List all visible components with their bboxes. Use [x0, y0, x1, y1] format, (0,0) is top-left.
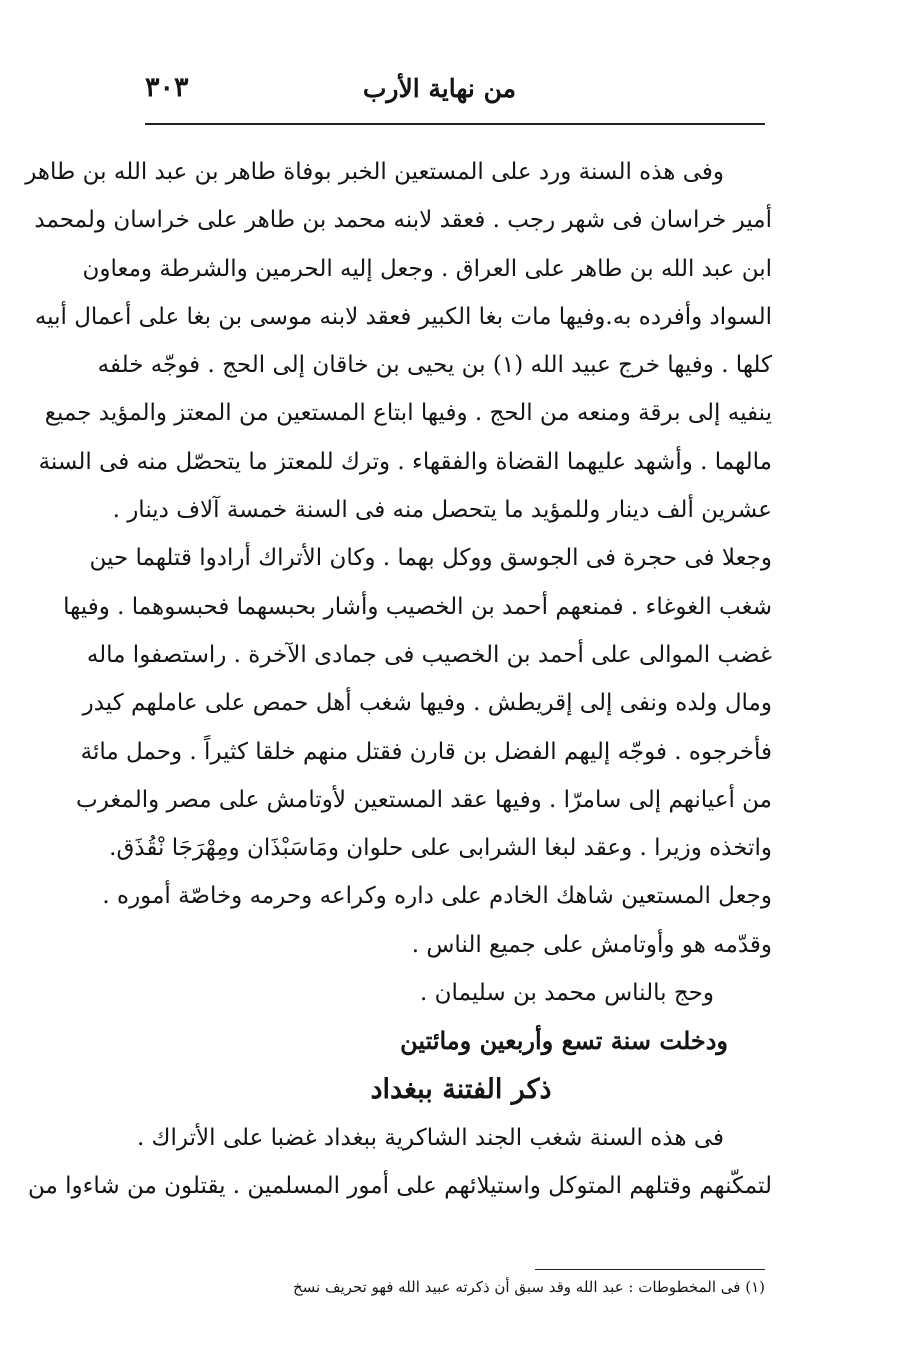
- text-line: فأخرجوه . فوجّه إليهم الفضل بن قارن فقتل منهم خلقا كثيراً . وحمل مائة: [80, 738, 772, 765]
- text-line: وجعل المستعين شاهك الخادم على داره وكراعه وحرمه وخاصّة أموره .: [102, 883, 772, 910]
- running-title: من نهاية الأرب: [362, 74, 516, 103]
- text-line: مالهما . وأشهد عليهما القضاة والفقهاء . وترك للمعتز ما يتحصّل منه فى السنة: [38, 448, 772, 475]
- text-line: وفى هذه السنة ورد على المستعين الخبر بوفاة طاهر بن عبد الله بن طاهر: [25, 159, 724, 185]
- text-line: وجعلا فى حجرة فى الجوسق ووكل بهما . وكان الأتراك أرادوا قتلهما حين: [89, 545, 772, 572]
- text-line: من أعيانهم إلى سامرّا . وفيها عقد المستعين لأوتامش على مصر والمغرب: [76, 786, 772, 813]
- text-line: شغب الغوغاء . فمنعهم أحمد بن الخصيب وأشار بحبسهما فحبسوهما . وفيها: [63, 593, 772, 620]
- text-line: أمير خراسان فى شهر رجب . فعقد لابنه محمد بن طاهر على خراسان ولمحمد: [34, 207, 772, 234]
- text-line: السواد وأفرده به.وفيها مات بغا الكبير فعقد لابنه موسى بن بغا على أعمال أبيه: [34, 303, 772, 330]
- page-number: ٣٠٣: [145, 72, 189, 103]
- year-heading: ودخلت سنة تسع وأربعين ومائتين: [400, 1026, 728, 1056]
- text-line: ومال ولده ونفى إلى إقريطش . وفيها شغب أهل حمص على عاملهم كيدر: [82, 690, 772, 717]
- section-title: ذكر الفتنة ببغداد: [370, 1073, 552, 1105]
- text-line: واتخذه وزيرا . وعقد لبغا الشرابى على حلوان ومَاسَبْذَان ومِهْرَجَا نْقُذَق.: [109, 835, 772, 862]
- running-header: [145, 70, 766, 118]
- hajj-line: وحج بالناس محمد بن سليمان .: [420, 980, 714, 1007]
- text-line: غضب الموالى على أحمد بن الخصيب فى جمادى الآخرة . راستصفوا ماله: [86, 641, 772, 668]
- text-line: فى هذه السنة شغب الجند الشاكرية ببغداد غضبا على الأتراك .: [136, 1124, 724, 1151]
- footnote-rule: [535, 1269, 765, 1270]
- text-line: وقدّمه هو وأوتامش على جميع الناس .: [411, 931, 772, 958]
- text-line: لتمكّنهم وقتلهم المتوكل واستيلائهم على أمور المسلمين . يقتلون من شاءوا من: [27, 1173, 772, 1200]
- text-line: عشرين ألف دينار وللمؤيد ما يتحصل منه فى السنة خمسة آلاف دينار .: [112, 497, 772, 524]
- main-text: [25, 148, 772, 1211]
- footnote: (١) فى المخطوطات : عبد الله وقد سبق أن ذكرته عبيد الله فهو تحريف نسخ: [292, 1278, 765, 1296]
- header-rule: [145, 123, 765, 125]
- text-line: كلها . وفيها خرج عبيد الله (١) بن يحيى بن خاقان إلى الحج . فوجّه خلفه: [97, 352, 772, 379]
- text-line: ينفيه إلى برقة ومنعه من الحج . وفيها ابتاع المستعين من المعتز والمؤيد جميع: [44, 400, 772, 427]
- text-line: ابن عبد الله بن طاهر على العراق . وجعل إليه الحرمين والشرطة ومعاون: [82, 255, 772, 282]
